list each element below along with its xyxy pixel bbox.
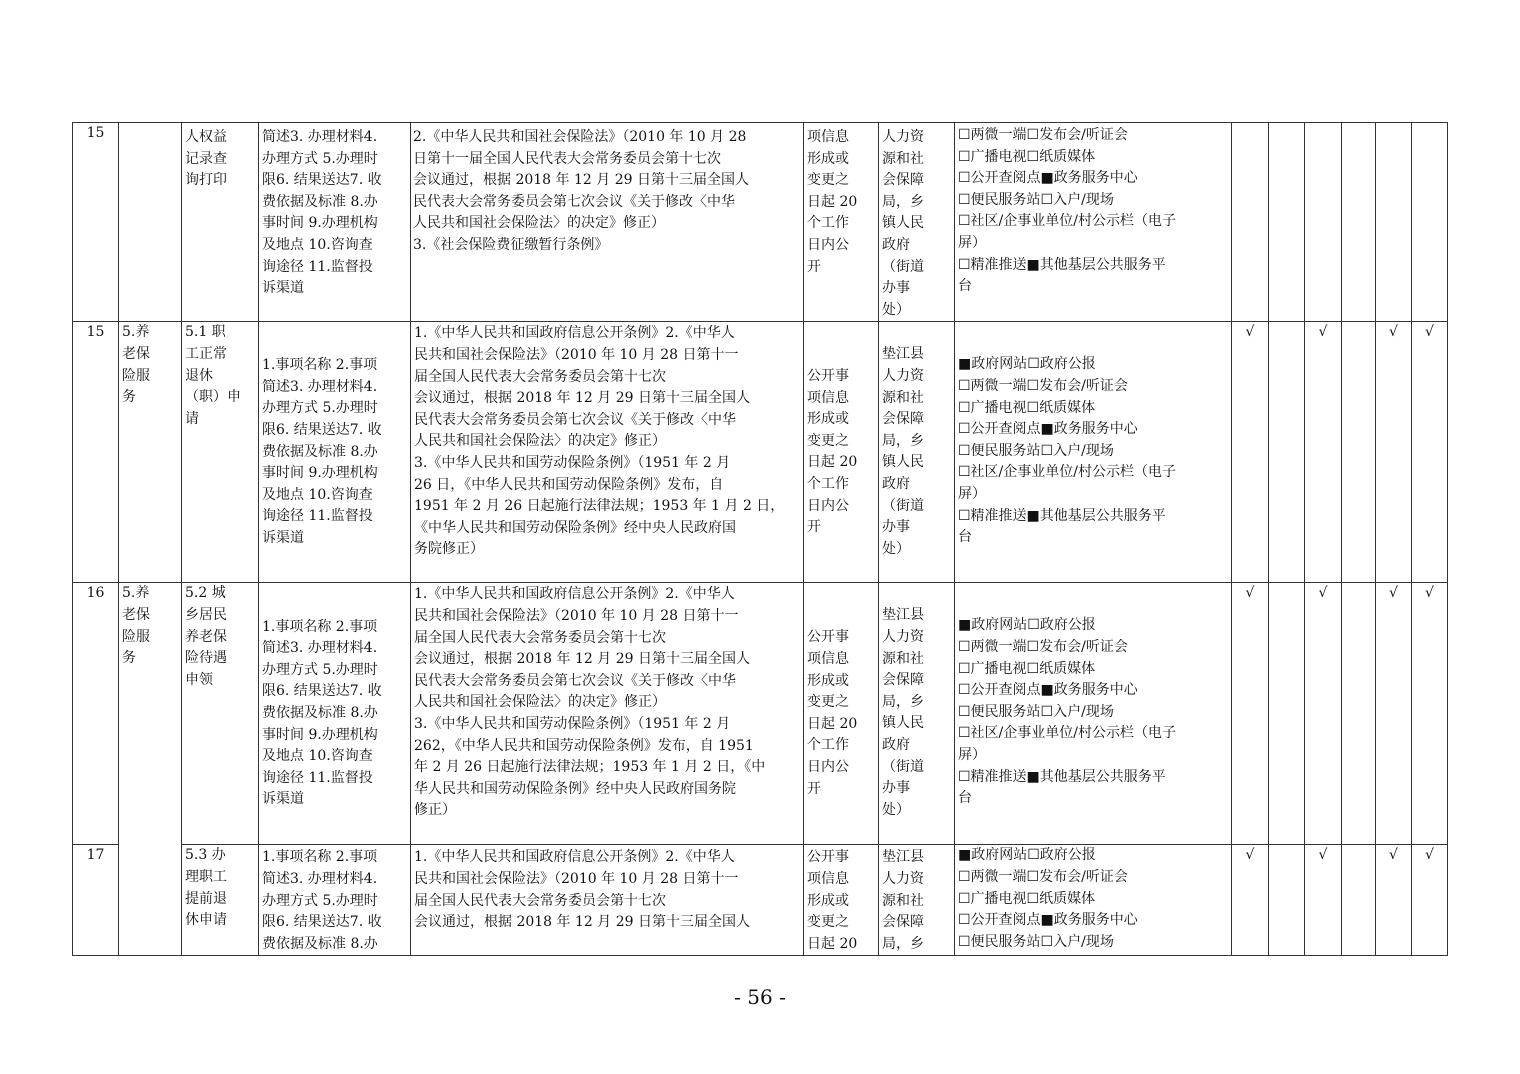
row-index: 16 <box>73 583 119 845</box>
table-row <box>73 845 1448 956</box>
check-mark <box>1342 123 1376 322</box>
content-cell: 1.事项名称 2.事项 简述3. 办理材料4. 办理方式 5.办理时 限6. 结果送达7. 收 费依据及标准 8.办 事时间 9.办理机构 及地点 10.咨询查 询途径 11.监督投 诉渠道 <box>259 583 411 845</box>
channels-cell: ■政府网站☐政府公报 ☐两微一端☐发布会/听证会 ☐广播电视☐纸质媒体 ☐公开查阅点■政务服务中心 ☐便民服务站☐入户/现场 ☐社区/企事业单位/村公示栏（电子 屏） ☐精准推送■其他基层公共服务平 台 <box>955 583 1232 845</box>
check-mark <box>1305 123 1342 322</box>
time-limit-cell: 公开事 项信息 形成或 变更之 日起 20 个工作 日内公 开 <box>804 583 879 845</box>
check-mark <box>1412 123 1448 322</box>
time-limit-cell: 公开事 项信息 形成或 变更之 日起 20 个工作 日内公 开 <box>804 322 879 583</box>
check-mark: √ <box>1232 845 1269 956</box>
check-mark <box>1269 845 1305 956</box>
channels-cell: ■政府网站☐政府公报 ☐两微一端☐发布会/听证会 ☐广播电视☐纸质媒体 ☐公开查阅点■政务服务中心 ☐便民服务站☐入户/现场 <box>955 845 1232 956</box>
legal-basis-cell: 1.《中华人民共和国政府信息公开条例》2.《中华人 民共和国社会保险法》（2010 年 10 月 28 日第十一 届全国人民代表大会常务委员会第十七次 会议通过，根据 2018 年 12 月 29 日第十三届全国人 <box>411 845 804 956</box>
check-mark: √ <box>1232 583 1269 845</box>
check-mark <box>1376 123 1412 322</box>
subitem-cell: 人权益 记录查 询打印 <box>182 123 259 322</box>
legal-basis-cell: 1.《中华人民共和国政府信息公开条例》2.《中华人 民共和国社会保险法》（2010 年 10 月 28 日第十一 届全国人民代表大会常务委员会第十七次 会议通过，根据 2018 年 12 月 29 日第十三届全国人 民代表大会常务委员会第七次会议《关于修改〈中华 人民共和国社会保险法〉的决定》修正） 3.《中华人民共和国劳动保险条例》（1951 年 2 月 262，《中华人民共和国劳动保险条例》发布，自 1951 年 2 月 26 日起施行法律法规；1953 年 1 月 2 日，《中 华人民共和国劳动保险条例》经中央人民政府国务院 修正） <box>411 583 804 845</box>
check-mark <box>1269 583 1305 845</box>
page-number: - 56 - <box>734 985 786 1009</box>
check-mark: √ <box>1412 322 1448 583</box>
category-cell: 5.养 老保 险服 务 <box>119 583 182 956</box>
responsible-org-cell: 垫江县 人力资 源和社 会保障 局，乡 <box>879 845 955 956</box>
check-mark: √ <box>1232 322 1269 583</box>
responsible-org-cell: 人力资 源和社 会保障 局，乡 镇人民 政府 （街道 办事 处） <box>879 123 955 322</box>
subitem-cell: 5.1 职 工正常 退休 （职）申 请 <box>182 322 259 583</box>
check-mark: √ <box>1376 845 1412 956</box>
row-index: 15 <box>73 123 119 322</box>
time-limit-cell: 公开事 项信息 形成或 变更之 日起 20 <box>804 845 879 956</box>
responsible-org-cell: 垫江县 人力资 源和社 会保障 局，乡 镇人民 政府 （街道 办事 处） <box>879 583 955 845</box>
table-row <box>73 322 1448 583</box>
category-cell: 5.养 老保 险服 务 <box>119 322 182 583</box>
table-row <box>73 123 1448 322</box>
check-mark: √ <box>1305 322 1342 583</box>
content-cell: 1.事项名称 2.事项 简述3. 办理材料4. 办理方式 5.办理时 限6. 结果送达7. 收 费依据及标准 8.办 事时间 9.办理机构 及地点 10.咨询查 询途径 11.监督投 诉渠道 <box>259 322 411 583</box>
time-limit-cell: 项信息 形成或 变更之 日起 20 个工作 日内公 开 <box>804 123 879 322</box>
check-mark: √ <box>1305 845 1342 956</box>
disclosure-table <box>72 122 1448 956</box>
channels-cell: ■政府网站☐政府公报 ☐两微一端☐发布会/听证会 ☐广播电视☐纸质媒体 ☐公开查阅点■政务服务中心 ☐便民服务站☐入户/现场 ☐社区/企事业单位/村公示栏（电子 屏） ☐精准推送■其他基层公共服务平 台 <box>955 322 1232 583</box>
channels-cell: ☐两微一端☐发布会/听证会 ☐广播电视☐纸质媒体 ☐公开查阅点■政务服务中心 ☐便民服务站☐入户/现场 ☐社区/企事业单位/村公示栏（电子 屏） ☐精准推送■其他基层公共服务平 台 <box>955 123 1232 322</box>
category-cell <box>119 123 182 322</box>
content-cell: 1.事项名称 2.事项 简述3. 办理材料4. 办理方式 5.办理时 限6. 结果送达7. 收 费依据及标准 8.办 <box>259 845 411 956</box>
check-mark: √ <box>1376 583 1412 845</box>
check-mark: √ <box>1412 845 1448 956</box>
check-mark <box>1232 123 1269 322</box>
subitem-cell: 5.2 城 乡居民 养老保 险待遇 申领 <box>182 583 259 845</box>
check-mark <box>1342 845 1376 956</box>
row-index: 15 <box>73 322 119 583</box>
subitem-cell: 5.3 办 理职工 提前退 休申请 <box>182 845 259 956</box>
legal-basis-cell: 2.《中华人民共和国社会保险法》（2010 年 10 月 28 日第十一届全国人民代表大会常务委员会第十七次 会议通过，根据 2018 年 12 月 29 日第十三届全国人 民代表大会常务委员会第七次会议《关于修改〈中华 人民共和国社会保险法〉的决定》修正） 3.《社会保险费征缴暂行条例》 <box>411 123 804 322</box>
check-mark <box>1342 322 1376 583</box>
content-cell: 简述3. 办理材料4. 办理方式 5.办理时 限6. 结果送达7. 收 费依据及标准 8.办 事时间 9.办理机构 及地点 10.咨询查 询途径 11.监督投 诉渠道 <box>259 123 411 322</box>
row-index: 17 <box>73 845 119 956</box>
check-mark: √ <box>1305 583 1342 845</box>
responsible-org-cell: 垫江县 人力资 源和社 会保障 局，乡 镇人民 政府 （街道 办事 处） <box>879 322 955 583</box>
table-row <box>73 583 1448 845</box>
check-mark <box>1342 583 1376 845</box>
check-mark: √ <box>1412 583 1448 845</box>
legal-basis-cell: 1.《中华人民共和国政府信息公开条例》2.《中华人 民共和国社会保险法》（2010 年 10 月 28 日第十一 届全国人民代表大会常务委员会第十七次 会议通过，根据 2018 年 12 月 29 日第十三届全国人 民代表大会常务委员会第七次会议《关于修改〈中华 人民共和国社会保险法〉的决定》修正） 3.《中华人民共和国劳动保险条例》（1951 年 2 月 26 日，《中华人民共和国劳动保险条例》发布，自 1951 年 2 月 26 日起施行法律法规；1953 年 1 月 2 日， 《中华人民共和国劳动保险条例》经中央人民政府国 务院修正） <box>411 322 804 583</box>
check-mark: √ <box>1376 322 1412 583</box>
check-mark <box>1269 322 1305 583</box>
check-mark <box>1269 123 1305 322</box>
